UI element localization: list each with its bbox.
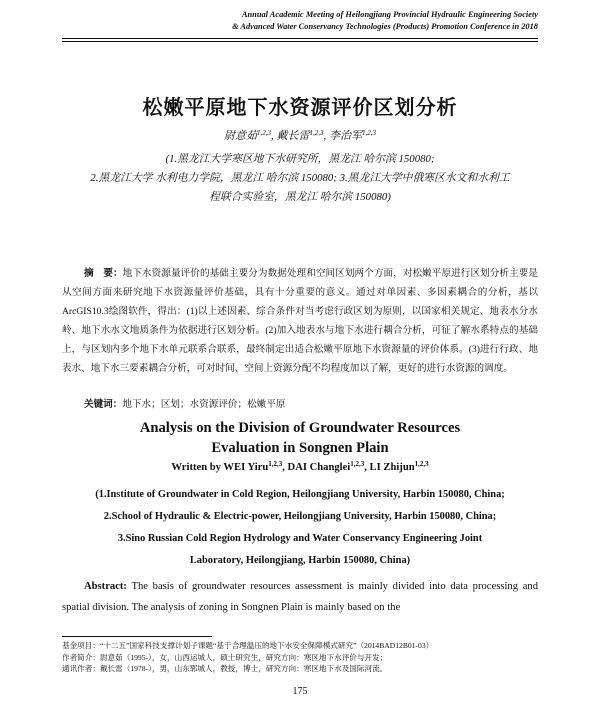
- english-authors: Written by WEI Yiru$^{1,2,3}$, DAI Changlei$^{1,2,3}$, LI Zhijun$^{1,2,3}$: [171, 460, 429, 473]
- header-rule: [62, 38, 538, 39]
- english-abstract: [62, 576, 538, 618]
- footnote-author-bio: 作者简介：尉意茹（1995-），女，山西运城人，硕士研究生，研究方向：寒区地下水评价与开发；: [62, 652, 388, 662]
- english-affiliation-line: 3.Sino Russian Cold Region Hydrology and Water Conservancy Engineering Joint: [117, 533, 483, 544]
- chinese-author: 尉意茹: [224, 130, 257, 142]
- english-affiliation-line: (1.Institute of Groundwater in Cold Region, Heilongjiang University, Harbin 150080, China;: [95, 489, 505, 500]
- running-head-line1: Annual Academic Meeting of Heilongjiang Provincial Hydraulic Engineering Society: [241, 10, 538, 19]
- chinese-title: 松嫩平原地下水资源评价区划分析: [142, 97, 458, 119]
- authors-prefix: Written by: [171, 462, 221, 473]
- author-affiliation-marker: 1,2,3: [309, 129, 324, 137]
- english-author: DAI Changlei: [287, 462, 351, 473]
- chinese-keywords: [84, 396, 285, 410]
- author-affiliation-marker: 1,2,3: [414, 460, 429, 468]
- footnote-corresponding-author: 通讯作者：戴长雷（1978-），男，山东郓城人，教授，博士，研究方向：寒区地下水及国际河流。: [62, 664, 388, 673]
- chinese-author: 李治军: [329, 130, 362, 142]
- page-number: 175: [292, 686, 308, 697]
- english-affiliation-line: Laboratory, Heilongjiang, Harbin 150080, China): [189, 555, 411, 566]
- running-head: [138, 9, 538, 33]
- chinese-affiliation-line: 程联合实验室，黑龙江 哈尔滨 150080): [209, 191, 391, 203]
- running-head-line2: & Advanced Water Conservancy Technologies (Products) Promotion Conference in 2018: [232, 22, 538, 31]
- chinese-author: 戴长雷: [276, 130, 310, 142]
- english-title-line2: Evaluation in Songnen Plain: [211, 440, 389, 456]
- chinese-keywords-label: 关键词：: [84, 399, 123, 410]
- footnote-rule: [62, 636, 212, 637]
- author-affiliation-marker: 1,2,3: [362, 129, 376, 137]
- chinese-authors: 尉意茹$^{1,2,3}$, 戴长雷$^{1,2,3}$, 李治军$^{1,2,3}$: [224, 129, 376, 142]
- footnotes: [62, 640, 538, 675]
- author-affiliation-marker: 1,2,3: [350, 460, 365, 468]
- chinese-affiliation-line: (1.黑龙江大学寒区地下水研究所，黑龙江 哈尔滨 150080;: [165, 153, 435, 165]
- chinese-abstract-label: 摘 要：: [84, 268, 123, 279]
- english-author: LI Zhijun: [369, 462, 415, 473]
- chinese-abstract-text: 地下水资源量评价的基础主要分为数据处理和空间区划两个方面，对松嫩平原进行区划分析主要是从空间方面来研究地下水资源量评价基础，具有十分重要的意义。通过对单因素、多因素耦合的分析，基以ArcGIS10.3绘图软件，得出：(1)以上述因素、综合条件对当考虑行政区划为原则，以国家相关规定、地表水分水岭、地下水水文地质条件为依据进行区划分析。(2)加入地表水与地下水进行耦合分析，可征了解水系特点的基础上，与区划内多个地下水单元联系合联系，最终制定出适合松嫩平原地下水资源量的评价体系。(3)进行行政、地表水、地下水三要素耦合分析，可对时间、空间上资源分配不均程度加以了解，更好的进行水资源的调度。: [62, 268, 539, 374]
- english-affiliation-line: 2.School of Hydraulic & Electric-power, Heilongjiang University, Harbin 150080, China;: [103, 511, 497, 522]
- chinese-keywords-text: 地下水；区划；水资源评价；松嫩平原: [122, 399, 286, 410]
- english-author: WEI Yiru: [223, 462, 269, 473]
- author-affiliation-marker: 1,2,3: [257, 129, 271, 137]
- english-title: [0, 418, 600, 458]
- chinese-abstract: [62, 264, 538, 378]
- english-affiliations: [62, 484, 538, 572]
- english-title-line1: Analysis on the Division of Groundwater Resources: [139, 420, 461, 436]
- english-abstract-text: The basis of groundwater resources assessment is mainly divided into data processing and spatial division. The analysis of zoning in Songnen Plain is mainly based on the: [62, 581, 538, 613]
- author-affiliation-marker: 1,2,3: [268, 460, 283, 468]
- header-rule-thin: [62, 41, 538, 42]
- chinese-affiliations: [70, 150, 530, 207]
- footnote-funding: 基金项目：“十二五”国家科技支撑计划子课题“基于合理温压的地下水安全保障模式研究”（2014BAD12B01-03）: [62, 641, 434, 650]
- english-abstract-label: Abstract:: [84, 581, 127, 592]
- chinese-affiliation-line: 2.黑龙江大学 水利电力学院，黑龙江 哈尔滨 150080; 3.黑龙江大学中俄寒区水文和水利工: [90, 172, 510, 184]
